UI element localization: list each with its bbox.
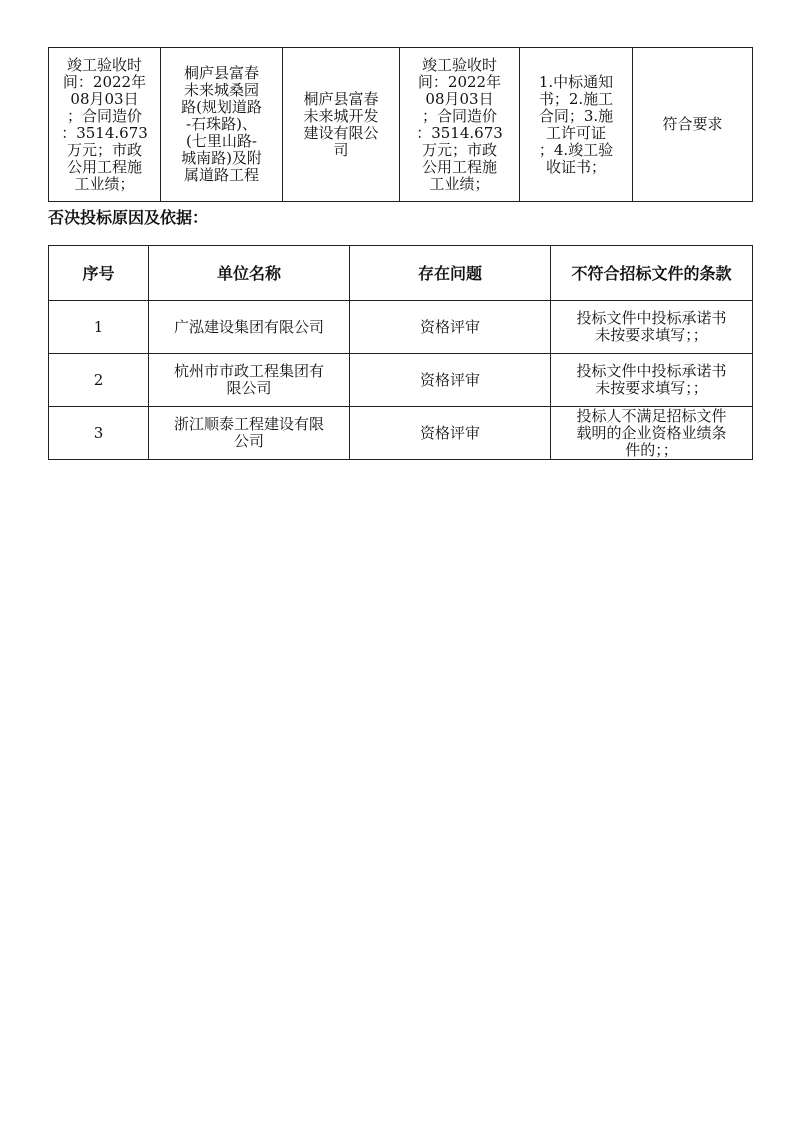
- owner-unit-cell: 桐庐县富春 未来城开发 建设有限公 司: [283, 48, 400, 202]
- serial-cell: 1: [49, 301, 149, 354]
- serial-cell: 3: [49, 407, 149, 460]
- rejection-table: [48, 245, 753, 460]
- header-clause: 不符合招标文件的条款: [551, 246, 753, 301]
- table-row: [49, 301, 753, 354]
- table-row: [49, 354, 753, 407]
- header-unit-name: 单位名称: [149, 246, 350, 301]
- issue-cell: 资格评审: [350, 354, 551, 407]
- unit-name-cell: 杭州市市政工程集团有 限公司: [149, 354, 350, 407]
- header-serial: 序号: [49, 246, 149, 301]
- table-row: [49, 407, 753, 460]
- documents-cell: 1.中标通知 书；2.施工 合同；3.施 工许可证 ；4.竣工验 收证书；: [520, 48, 633, 202]
- result-cell: 符合要求: [633, 48, 753, 202]
- serial-cell: 2: [49, 354, 149, 407]
- table-header-row: [49, 246, 753, 301]
- clause-cell: 投标文件中投标承诺书 未按要求填写；；: [551, 301, 753, 354]
- completion-info-cell: 竣工验收时 间：2022年 08月03日 ；合同造价 ：3514.673 万元；市政 公用工程施 工业绩；: [49, 48, 161, 202]
- clause-cell: 投标文件中投标承诺书 未按要求填写；；: [551, 354, 753, 407]
- unit-name-cell: 广泓建设集团有限公司: [149, 301, 350, 354]
- issue-cell: 资格评审: [350, 301, 551, 354]
- table-row: [49, 48, 753, 202]
- project-name-cell: 桐庐县富春 未来城桑园 路(规划道路 -石珠路)、 (七里山路- 城南路)及附 属道路工程: [161, 48, 283, 202]
- header-issue: 存在问题: [350, 246, 551, 301]
- section-heading: 否决投标原因及依据：: [48, 208, 209, 227]
- clause-cell: 投标人不满足招标文件 载明的企业资格业绩条 件的；；: [551, 407, 753, 460]
- issue-cell: 资格评审: [350, 407, 551, 460]
- performance-table: [48, 47, 753, 202]
- completion-info-cell: 竣工验收时 间：2022年 08月03日 ；合同造价 ：3514.673 万元；市政 公用工程施 工业绩；: [400, 48, 520, 202]
- unit-name-cell: 浙江顺泰工程建设有限 公司: [149, 407, 350, 460]
